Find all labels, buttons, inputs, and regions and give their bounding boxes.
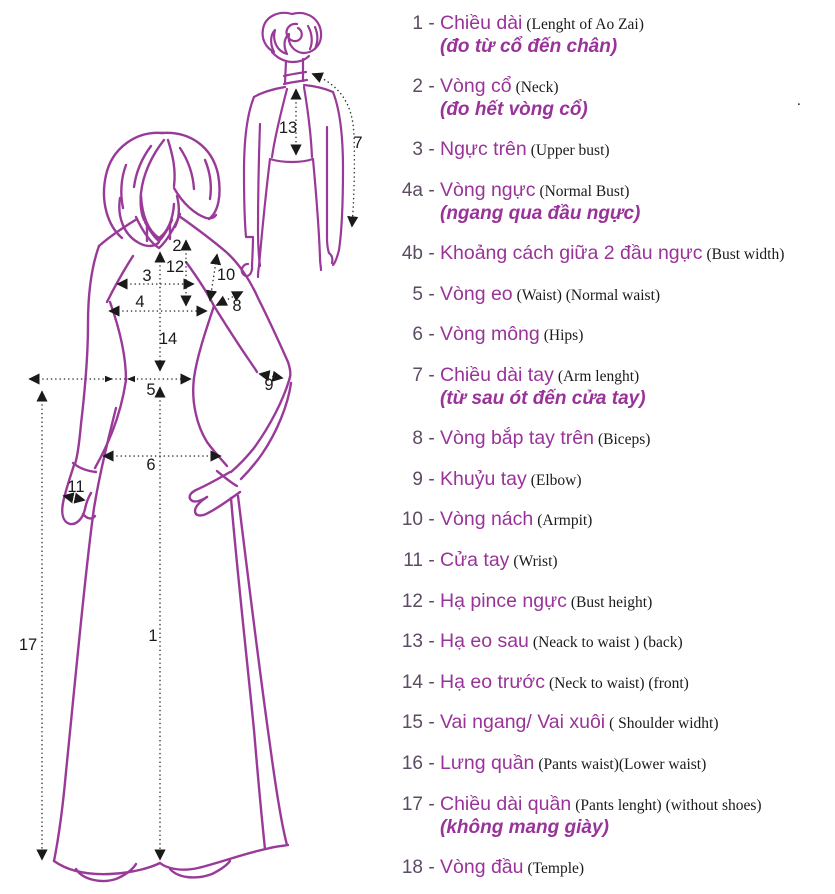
legend-item-number: 18 bbox=[401, 857, 423, 878]
legend-item-number: 8 bbox=[412, 428, 423, 449]
legend-item-note: (đo từ cổ đến chân) bbox=[440, 36, 618, 57]
legend-item-text bbox=[440, 324, 835, 346]
legend-item-14 bbox=[390, 672, 835, 694]
legend-item-dash: - bbox=[428, 180, 435, 201]
legend-item-name-en: (Arm lenght) bbox=[557, 368, 640, 385]
legend-item-text bbox=[440, 631, 835, 653]
legend-item-name-vi: Hạ eo trước bbox=[440, 671, 545, 693]
figure-label-9: 9 bbox=[264, 376, 274, 394]
legend-item-number: 5 bbox=[412, 284, 423, 305]
legend-item-text bbox=[440, 13, 835, 57]
legend-item-dash: - bbox=[428, 365, 435, 386]
legend-item-name-vi: Vòng cổ bbox=[440, 75, 512, 97]
figure-label-13: 13 bbox=[278, 119, 298, 137]
figure-label-1: 1 bbox=[148, 627, 158, 645]
legend-item-18 bbox=[390, 857, 835, 879]
legend-item-dash: - bbox=[428, 672, 435, 693]
legend-item-number: 14 bbox=[401, 672, 423, 693]
legend-item-name-en: (Bust width) bbox=[706, 246, 785, 263]
legend-item-dash: - bbox=[428, 753, 435, 774]
figure-label-5: 5 bbox=[146, 381, 156, 399]
figure-label-6: 6 bbox=[146, 456, 156, 474]
legend-item-number: 4a bbox=[401, 180, 423, 201]
legend-item-name-vi: Vòng mông bbox=[440, 323, 540, 345]
legend-item-text bbox=[440, 365, 835, 409]
legend-item-text bbox=[440, 76, 835, 120]
legend-item-7 bbox=[390, 365, 835, 409]
legend-item-name-vi: Chiều dài quần bbox=[440, 793, 572, 815]
legend-item-dash: - bbox=[428, 284, 435, 305]
legend-item-text bbox=[440, 139, 835, 161]
legend-item-text bbox=[440, 428, 835, 450]
legend-item-text bbox=[440, 672, 835, 694]
legend-item-number: 1 bbox=[412, 13, 423, 34]
legend-item-number: 15 bbox=[401, 712, 423, 733]
legend-item-text bbox=[440, 243, 835, 265]
legend-item-number: 6 bbox=[412, 324, 423, 345]
legend-item-2 bbox=[390, 76, 835, 120]
legend-item-name-vi: Lưng quần bbox=[440, 752, 535, 774]
legend-item-dash: - bbox=[428, 469, 435, 490]
legend-item-text bbox=[440, 794, 835, 838]
legend-item-1 bbox=[390, 13, 835, 57]
legend-item-number: 13 bbox=[401, 631, 423, 652]
legend-item-name-en: (Hips) bbox=[543, 327, 584, 344]
legend-item-name-vi: Khoảng cách giữa 2 đầu ngực bbox=[440, 242, 703, 264]
figure-label-10: 10 bbox=[216, 266, 236, 284]
legend-item-dash: - bbox=[428, 712, 435, 733]
legend-item-text bbox=[440, 469, 835, 491]
legend-item-3 bbox=[390, 139, 835, 161]
legend-item-17 bbox=[390, 794, 835, 838]
legend-item-4b bbox=[390, 243, 835, 265]
legend-item-15 bbox=[390, 712, 835, 734]
legend-item-name-vi: Hạ eo sau bbox=[440, 630, 529, 652]
legend-item-name-vi: Khuỷu tay bbox=[440, 468, 527, 490]
legend-item-dash: - bbox=[428, 857, 435, 878]
legend-item-name-en: (Temple) bbox=[527, 860, 585, 877]
legend-item-13 bbox=[390, 631, 835, 653]
figure-label-17: 17 bbox=[18, 636, 38, 654]
legend-item-dash: - bbox=[428, 13, 435, 34]
legend-item-dash: - bbox=[428, 631, 435, 652]
legend-item-text bbox=[440, 284, 835, 306]
legend-item-name-vi: Hạ pince ngực bbox=[440, 590, 567, 612]
legend-item-name-vi: Chiều dài bbox=[440, 12, 523, 34]
legend-item-9 bbox=[390, 469, 835, 491]
legend-item-number: 4b bbox=[401, 243, 423, 264]
legend-item-name-en: (Bust height) bbox=[570, 594, 653, 611]
legend-item-name-vi: Vòng nách bbox=[440, 508, 534, 530]
legend-item-name-vi: Chiều dài tay bbox=[440, 364, 554, 386]
legend-item-name-vi: Cửa tay bbox=[440, 549, 510, 571]
legend-item-name-en: (Neck to waist) (front) bbox=[548, 675, 689, 692]
legend-item-note: (từ sau ót đến cửa tay) bbox=[440, 388, 646, 409]
legend-item-number: 9 bbox=[412, 469, 423, 490]
legend-item-name-en: (Upper bust) bbox=[530, 142, 610, 159]
legend-item-dash: - bbox=[428, 76, 435, 97]
legend-item-text bbox=[440, 753, 835, 775]
legend-item-number: 3 bbox=[412, 139, 423, 160]
figure-label-11: 11 bbox=[67, 478, 85, 496]
legend-item-5 bbox=[390, 284, 835, 306]
legend-item-4a bbox=[390, 180, 835, 224]
legend-item-note: (không mang giày) bbox=[440, 817, 609, 838]
legend-item-12 bbox=[390, 591, 835, 613]
stray-dot: . bbox=[797, 93, 801, 109]
legend-item-number: 7 bbox=[412, 365, 423, 386]
legend-item-name-en: (Neck) bbox=[515, 79, 559, 96]
legend-item-number: 16 bbox=[401, 753, 423, 774]
legend-item-text bbox=[440, 591, 835, 613]
legend-item-8 bbox=[390, 428, 835, 450]
figure-label-12: 12 bbox=[165, 258, 185, 276]
legend-item-name-en: (Waist) (Normal waist) bbox=[516, 287, 661, 304]
legend-item-name-vi: Vòng ngực bbox=[440, 179, 536, 201]
legend-item-dash: - bbox=[428, 794, 435, 815]
legend-item-11 bbox=[390, 550, 835, 572]
legend-item-10 bbox=[390, 509, 835, 531]
legend-item-name-en: (Pants lenght) (without shoes) bbox=[575, 797, 762, 814]
legend-item-dash: - bbox=[428, 550, 435, 571]
legend-item-dash: - bbox=[428, 509, 435, 530]
legend-item-name-en: (Wrist) bbox=[513, 553, 558, 570]
legend-item-name-vi: Vòng eo bbox=[440, 283, 513, 305]
legend-item-text bbox=[440, 712, 835, 734]
legend-item-name-vi: Vòng bắp tay trên bbox=[440, 427, 594, 449]
figure-label-7: 7 bbox=[353, 134, 363, 152]
legend-item-number: 17 bbox=[401, 794, 423, 815]
legend-item-name-en: (Lenght of Ao Zai) bbox=[526, 16, 644, 33]
legend-item-text bbox=[440, 550, 835, 572]
figure-label-14: 14 bbox=[158, 330, 178, 348]
legend-item-dash: - bbox=[428, 428, 435, 449]
legend-item-name-vi: Vòng đầu bbox=[440, 856, 524, 878]
legend-item-number: 11 bbox=[403, 550, 423, 571]
legend-item-name-vi: Ngực trên bbox=[440, 138, 527, 160]
legend-item-name-en: (Armpit) bbox=[537, 512, 593, 529]
legend-item-dash: - bbox=[428, 139, 435, 160]
legend-item-name-en: (Normal Bust) bbox=[539, 183, 630, 200]
legend-item-note: (đo hết vòng cổ) bbox=[440, 99, 588, 120]
legend-item-text bbox=[440, 180, 835, 224]
legend-item-dash: - bbox=[428, 591, 435, 612]
legend-item-16 bbox=[390, 753, 835, 775]
legend-item-name-en: (Pants waist)(Lower waist) bbox=[538, 756, 707, 773]
legend-item-dash: - bbox=[428, 324, 435, 345]
legend-item-number: 10 bbox=[401, 509, 423, 530]
legend-item-number: 12 bbox=[401, 591, 423, 612]
legend-item-name-en: (Biceps) bbox=[597, 431, 651, 448]
legend-item-name-en: ( Shoulder widht) bbox=[609, 715, 719, 732]
legend-item-number: 2 bbox=[412, 76, 423, 97]
legend-item-text bbox=[440, 509, 835, 531]
figure-label-3: 3 bbox=[142, 267, 152, 285]
legend-item-name-en: (Elbow) bbox=[530, 472, 582, 489]
legend-item-note: (ngang qua đầu ngực) bbox=[440, 203, 641, 224]
legend-item-dash: - bbox=[428, 243, 435, 264]
figure-label-8: 8 bbox=[232, 297, 242, 315]
legend-item-name-en: (Neack to waist ) (back) bbox=[532, 634, 683, 651]
legend-item-text bbox=[440, 857, 835, 879]
figure-label-4: 4 bbox=[135, 293, 145, 311]
legend-item-name-vi: Vai ngang/ Vai xuôi bbox=[440, 711, 606, 733]
legend-item-6 bbox=[390, 324, 835, 346]
figure-label-2: 2 bbox=[172, 237, 182, 255]
